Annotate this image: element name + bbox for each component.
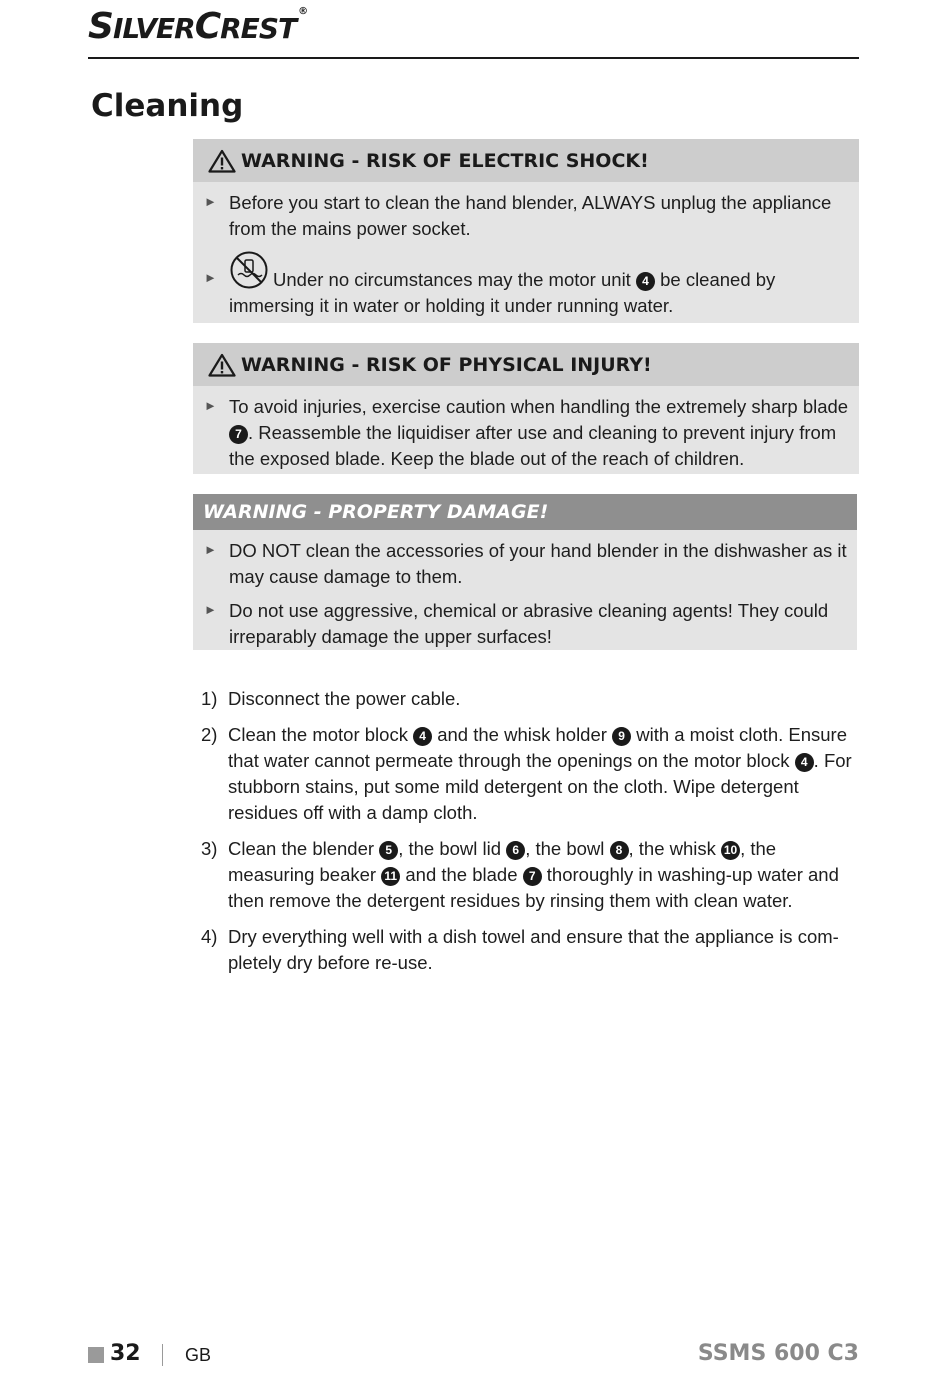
step-item: 1) Disconnect the power cable.	[201, 688, 461, 709]
language-code: GB	[185, 1345, 212, 1365]
warning-triangle-icon	[208, 149, 236, 173]
warning-property-damage	[193, 494, 857, 650]
warning-property-damage-header	[193, 494, 857, 530]
part-number-badge: 7	[523, 867, 542, 886]
list-item: ► Before you start to clean the hand blender, ALWAYS unplug the appliance from the mains power socket.	[204, 190, 849, 242]
part-number-badge: 5	[379, 841, 398, 860]
warning-electric-shock-title: WARNING - RISK OF ELECTRIC SHOCK!	[241, 149, 649, 172]
part-number-badge: 8	[610, 841, 629, 860]
warning-electric-shock	[193, 139, 859, 323]
list-item: ► Under no circumstances may the motor unit 4 be cleaned by immersing it in water or holding it under running water.	[204, 250, 849, 319]
bullet-arrow-icon: ►	[204, 542, 217, 557]
part-number-badge: 4	[413, 727, 432, 746]
list-item: ► DO NOT clean the accessories of your hand blender in the dishwasher as it may cause damage to them.	[204, 538, 847, 590]
warning-electric-shock-header	[193, 139, 859, 182]
footer-divider	[162, 1344, 163, 1366]
part-number-badge: 11	[381, 867, 400, 886]
step-item: 4) Dry everything well with a dish towel and ensure that the appliance is com-pletely dry before re-use.	[201, 926, 839, 973]
step-item: 2) Clean the motor block 4 and the whisk holder 9 with a moist cloth. Ensure that water cannot permeate through the openings on the motor block 4 . For stubborn stains, put some mild detergent on the cloth. Wipe detergent residues off with a damp cloth.	[201, 724, 852, 823]
cleaning-steps	[201, 686, 859, 986]
no-immersion-icon	[229, 250, 269, 290]
footer-square-icon	[88, 1347, 104, 1363]
bullet-arrow-icon: ►	[204, 270, 217, 285]
part-number-badge: 7	[229, 425, 248, 444]
part-number-badge: 10	[721, 841, 740, 860]
page-number: 32	[110, 1341, 141, 1366]
brand-logo: SILVERCREST®	[88, 6, 308, 47]
bullet-arrow-icon: ►	[204, 194, 217, 209]
part-number-badge: 4	[636, 272, 655, 291]
model-number: SSMS 600 C3	[697, 1341, 859, 1366]
list-item: ► To avoid injuries, exercise caution when handling the extremely sharp blade 7 . Reassemble the liquidiser after use and cleaning to prevent injury from the exposed blade. Keep the blade out of the reach of children.	[204, 394, 849, 472]
warning-triangle-icon	[208, 353, 236, 377]
part-number-badge: 4	[795, 753, 814, 772]
header-divider	[88, 57, 859, 59]
section-title: Cleaning	[91, 88, 244, 124]
part-number-badge: 9	[612, 727, 631, 746]
list-item: ► Do not use aggressive, chemical or abrasive cleaning agents! They could irreparably damage the upper surfaces!	[204, 598, 847, 650]
warning-physical-injury	[193, 343, 859, 474]
part-number-badge: 6	[506, 841, 525, 860]
warning-property-damage-title: WARNING - PROPERTY DAMAGE!	[203, 501, 549, 523]
step-item: 3) Clean the blender 5 , the bowl lid 6 , the bowl 8 , the whisk 10 , the measuring beaker 11 and the blade 7 thoroughly in washing-up water and then remove the detergent residues by rinsing them with clean water.	[201, 838, 839, 911]
warning-physical-injury-header	[193, 343, 859, 386]
warning-physical-injury-title: WARNING - RISK OF PHYSICAL INJURY!	[241, 353, 652, 376]
bullet-arrow-icon: ►	[204, 398, 217, 413]
bullet-arrow-icon: ►	[204, 602, 217, 617]
